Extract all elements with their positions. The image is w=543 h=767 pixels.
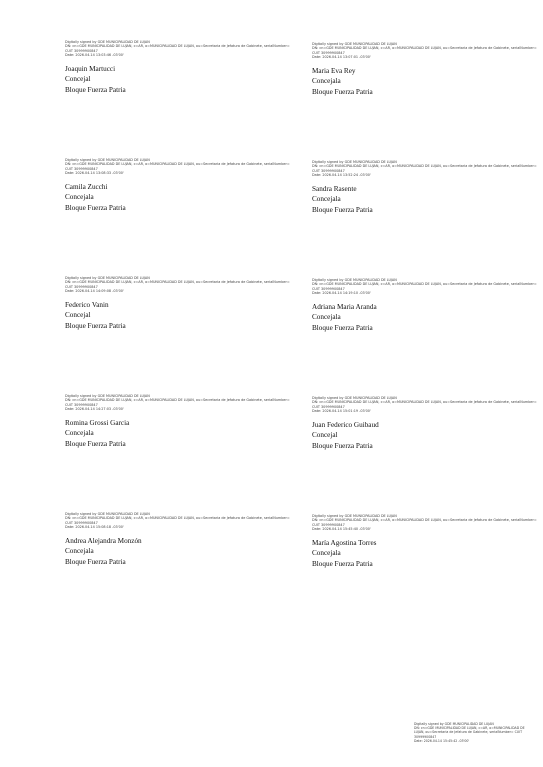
signature-line: Digitally signed by GDE MUNICIPALIDAD DE LUJAN bbox=[65, 276, 150, 280]
signature-date: Date: 2026.04.14 15:45:40 -03'00' bbox=[312, 527, 371, 532]
signer-bloc: Bloque Fuerza Patria bbox=[65, 203, 126, 212]
signature-date: Date: 2026.04.14 14:27:03 -03'00' bbox=[65, 407, 124, 412]
signer-name: Sandra Rasente bbox=[312, 184, 357, 193]
signature-block bbox=[312, 42, 542, 97]
digital-signature-stamp bbox=[65, 512, 295, 530]
signature-line: Digitally signed by GDE MUNICIPALIDAD DE LUJAN bbox=[312, 514, 397, 518]
signer-bloc: Bloque Fuerza Patria bbox=[312, 559, 373, 568]
signer-name: Maria Eva Rey bbox=[312, 66, 356, 75]
signer-role: Concejala bbox=[312, 549, 341, 558]
signer-bloc: Bloque Fuerza Patria bbox=[312, 441, 373, 450]
signature-dn: DN: cn=GDE MUNICIPALIDAD DE LUJAN, c=AR, o=MUNICIPALIDAD DE LUJAN, ou=Secretaria de Jefatura de Gabinete, serialNumber= CUIT 30999900847 bbox=[312, 400, 537, 409]
signature-dn: DN: cn=GDE MUNICIPALIDAD DE LUJAN, c=AR, o=MUNICIPALIDAD DE LUJAN, ou=Secretaria de Jefatura de Gabinete, serialNumber= CUIT 30999900847 bbox=[312, 164, 537, 173]
signature-dn: DN: cn=GDE MUNICIPALIDAD DE LUJAN, c=AR, o=MUNICIPALIDAD DE LUJAN, ou=Secretaria de Jefatura de Gabinete, serialNumber= CUIT 30999900847 bbox=[312, 282, 537, 291]
signature-line: Digitally signed by GDE MUNICIPALIDAD DE LUJAN bbox=[65, 512, 150, 516]
signature-line: Digitally signed by GDE MUNICIPALIDAD DE LUJAN bbox=[312, 42, 397, 46]
signature-date: Date: 2026.04.14 14:19:10 -03'00' bbox=[312, 291, 371, 296]
signature-block bbox=[65, 394, 295, 449]
signature-dn: DN: cn=GDE MUNICIPALIDAD DE LUJAN, c=AR, o=MUNICIPALIDAD DE LUJAN, ou=Secretaria de Jefatura de Gabinete, serialNumber= CUIT 30999900847 bbox=[65, 398, 290, 407]
signature-date: Date: 2026.04.14 13:07:01 -03'00' bbox=[312, 55, 371, 60]
signer-name: Federico Vanin bbox=[65, 300, 109, 309]
signature-block bbox=[312, 396, 542, 451]
signature-line: Digitally signed by GDE MUNICIPALIDAD DE LUJAN bbox=[414, 722, 494, 726]
signature-block bbox=[65, 276, 295, 331]
signature-line: Digitally signed by GDE MUNICIPALIDAD DE LUJAN bbox=[65, 40, 150, 44]
signature-line: Digitally signed by GDE MUNICIPALIDAD DE LUJAN bbox=[65, 394, 150, 398]
signature-line: Digitally signed by GDE MUNICIPALIDAD DE LUJAN bbox=[312, 160, 397, 164]
signature-dn: DN: cn=GDE MUNICIPALIDAD DE LUJAN, c=AR, o=MUNICIPALIDAD DE LUJAN, ou=Secretaria de Jefatura de Gabinete, serialNumber= CUIT 30999900847 bbox=[414, 726, 525, 739]
signature-line: Digitally signed by GDE MUNICIPALIDAD DE LUJAN bbox=[312, 396, 397, 400]
signature-block bbox=[65, 512, 295, 567]
signature-dn: DN: cn=GDE MUNICIPALIDAD DE LUJAN, c=AR, o=MUNICIPALIDAD DE LUJAN, ou=Secretaria de Jefatura de Gabinete, serialNumber= CUIT 30999900847 bbox=[312, 46, 537, 55]
signature-date: Date: 2026.04.14 15:08:18 -03'00' bbox=[65, 525, 124, 530]
signer-bloc: Bloque Fuerza Patria bbox=[65, 439, 126, 448]
signature-block bbox=[312, 160, 542, 215]
signer-role: Concejal bbox=[312, 431, 338, 440]
digital-signature-stamp bbox=[65, 40, 295, 58]
signature-date: Date: 2026.04.14 13:52:24 -03'00' bbox=[312, 173, 371, 178]
signature-block bbox=[312, 514, 542, 569]
signer-name: Adriana Maria Aranda bbox=[312, 302, 377, 311]
signature-date: Date: 2026.04.14 13:03:46 -03'00' bbox=[65, 53, 124, 58]
signer-name: Juan Federico Guibaud bbox=[312, 420, 379, 429]
signer-role: Concejala bbox=[65, 429, 94, 438]
signer-name: Joaquin Martucci bbox=[65, 64, 116, 73]
signer-role: Concejala bbox=[312, 195, 341, 204]
signature-line: Digitally signed by GDE MUNICIPALIDAD DE LUJAN bbox=[312, 278, 397, 282]
signature-dn: DN: cn=GDE MUNICIPALIDAD DE LUJAN, c=AR, o=MUNICIPALIDAD DE LUJAN, ou=Secretaria de Jefatura de Gabinete, serialNumber= CUIT 30999900847 bbox=[65, 516, 290, 525]
digital-signature-stamp bbox=[65, 394, 295, 412]
signature-date: Date: 2026.04.14 14:09:08 -03'00' bbox=[65, 289, 124, 294]
signer-role: Concejal bbox=[65, 311, 91, 320]
signature-line: Digitally signed by GDE MUNICIPALIDAD DE LUJAN bbox=[65, 158, 150, 162]
signer-bloc: Bloque Fuerza Patria bbox=[65, 85, 126, 94]
signature-block bbox=[312, 278, 542, 333]
signer-role: Concejala bbox=[65, 547, 94, 556]
digital-signature-stamp bbox=[312, 396, 542, 414]
signature-date: Date: 2026.04.14 13:08:33 -03'00' bbox=[65, 171, 124, 176]
signer-role: Concejala bbox=[312, 313, 341, 322]
signer-bloc: Bloque Fuerza Patria bbox=[312, 323, 373, 332]
digital-signature-stamp bbox=[312, 514, 542, 532]
signer-role: Concejala bbox=[65, 193, 94, 202]
signature-dn: DN: cn=GDE MUNICIPALIDAD DE LUJAN, c=AR, o=MUNICIPALIDAD DE LUJAN, ou=Secretaria de Jefatura de Gabinete, serialNumber= CUIT 30999900847 bbox=[65, 162, 290, 171]
signer-bloc: Bloque Fuerza Patria bbox=[312, 205, 373, 214]
signer-bloc: Bloque Fuerza Patria bbox=[312, 87, 373, 96]
digital-signature-stamp bbox=[312, 160, 542, 178]
signer-role: Concejal bbox=[65, 75, 91, 84]
signature-dn: DN: cn=GDE MUNICIPALIDAD DE LUJAN, c=AR, o=MUNICIPALIDAD DE LUJAN, ou=Secretaria de Jefatura de Gabinete, serialNumber= CUIT 30999900847 bbox=[65, 44, 290, 53]
signature-date: Date: 2026.04.14 15:45:42 -03'00' bbox=[414, 738, 470, 743]
final-signature-stamp bbox=[414, 722, 534, 743]
digital-signature-stamp bbox=[65, 276, 295, 294]
signer-role: Concejala bbox=[312, 77, 341, 86]
digital-signature-stamp bbox=[65, 158, 295, 176]
signer-name: María Agostina Torres bbox=[312, 538, 377, 547]
digital-signature-stamp bbox=[312, 278, 542, 296]
signer-bloc: Bloque Fuerza Patria bbox=[65, 557, 126, 566]
signer-name: Andrea Alejandra Monzón bbox=[65, 536, 142, 545]
signer-bloc: Bloque Fuerza Patria bbox=[65, 321, 126, 330]
digital-signature-stamp bbox=[312, 42, 542, 60]
signer-name: Camila Zucchi bbox=[65, 182, 108, 191]
signature-block bbox=[65, 158, 295, 213]
signature-dn: DN: cn=GDE MUNICIPALIDAD DE LUJAN, c=AR, o=MUNICIPALIDAD DE LUJAN, ou=Secretaria de Jefatura de Gabinete, serialNumber= CUIT 30999900847 bbox=[65, 280, 290, 289]
signature-date: Date: 2026.04.14 15:01:19 -03'00' bbox=[312, 409, 371, 414]
signer-name: Romina Grossi Garcia bbox=[65, 418, 130, 427]
signature-block bbox=[65, 40, 295, 95]
signature-dn: DN: cn=GDE MUNICIPALIDAD DE LUJAN, c=AR, o=MUNICIPALIDAD DE LUJAN, ou=Secretaria de Jefatura de Gabinete, serialNumber= CUIT 30999900847 bbox=[312, 518, 537, 527]
